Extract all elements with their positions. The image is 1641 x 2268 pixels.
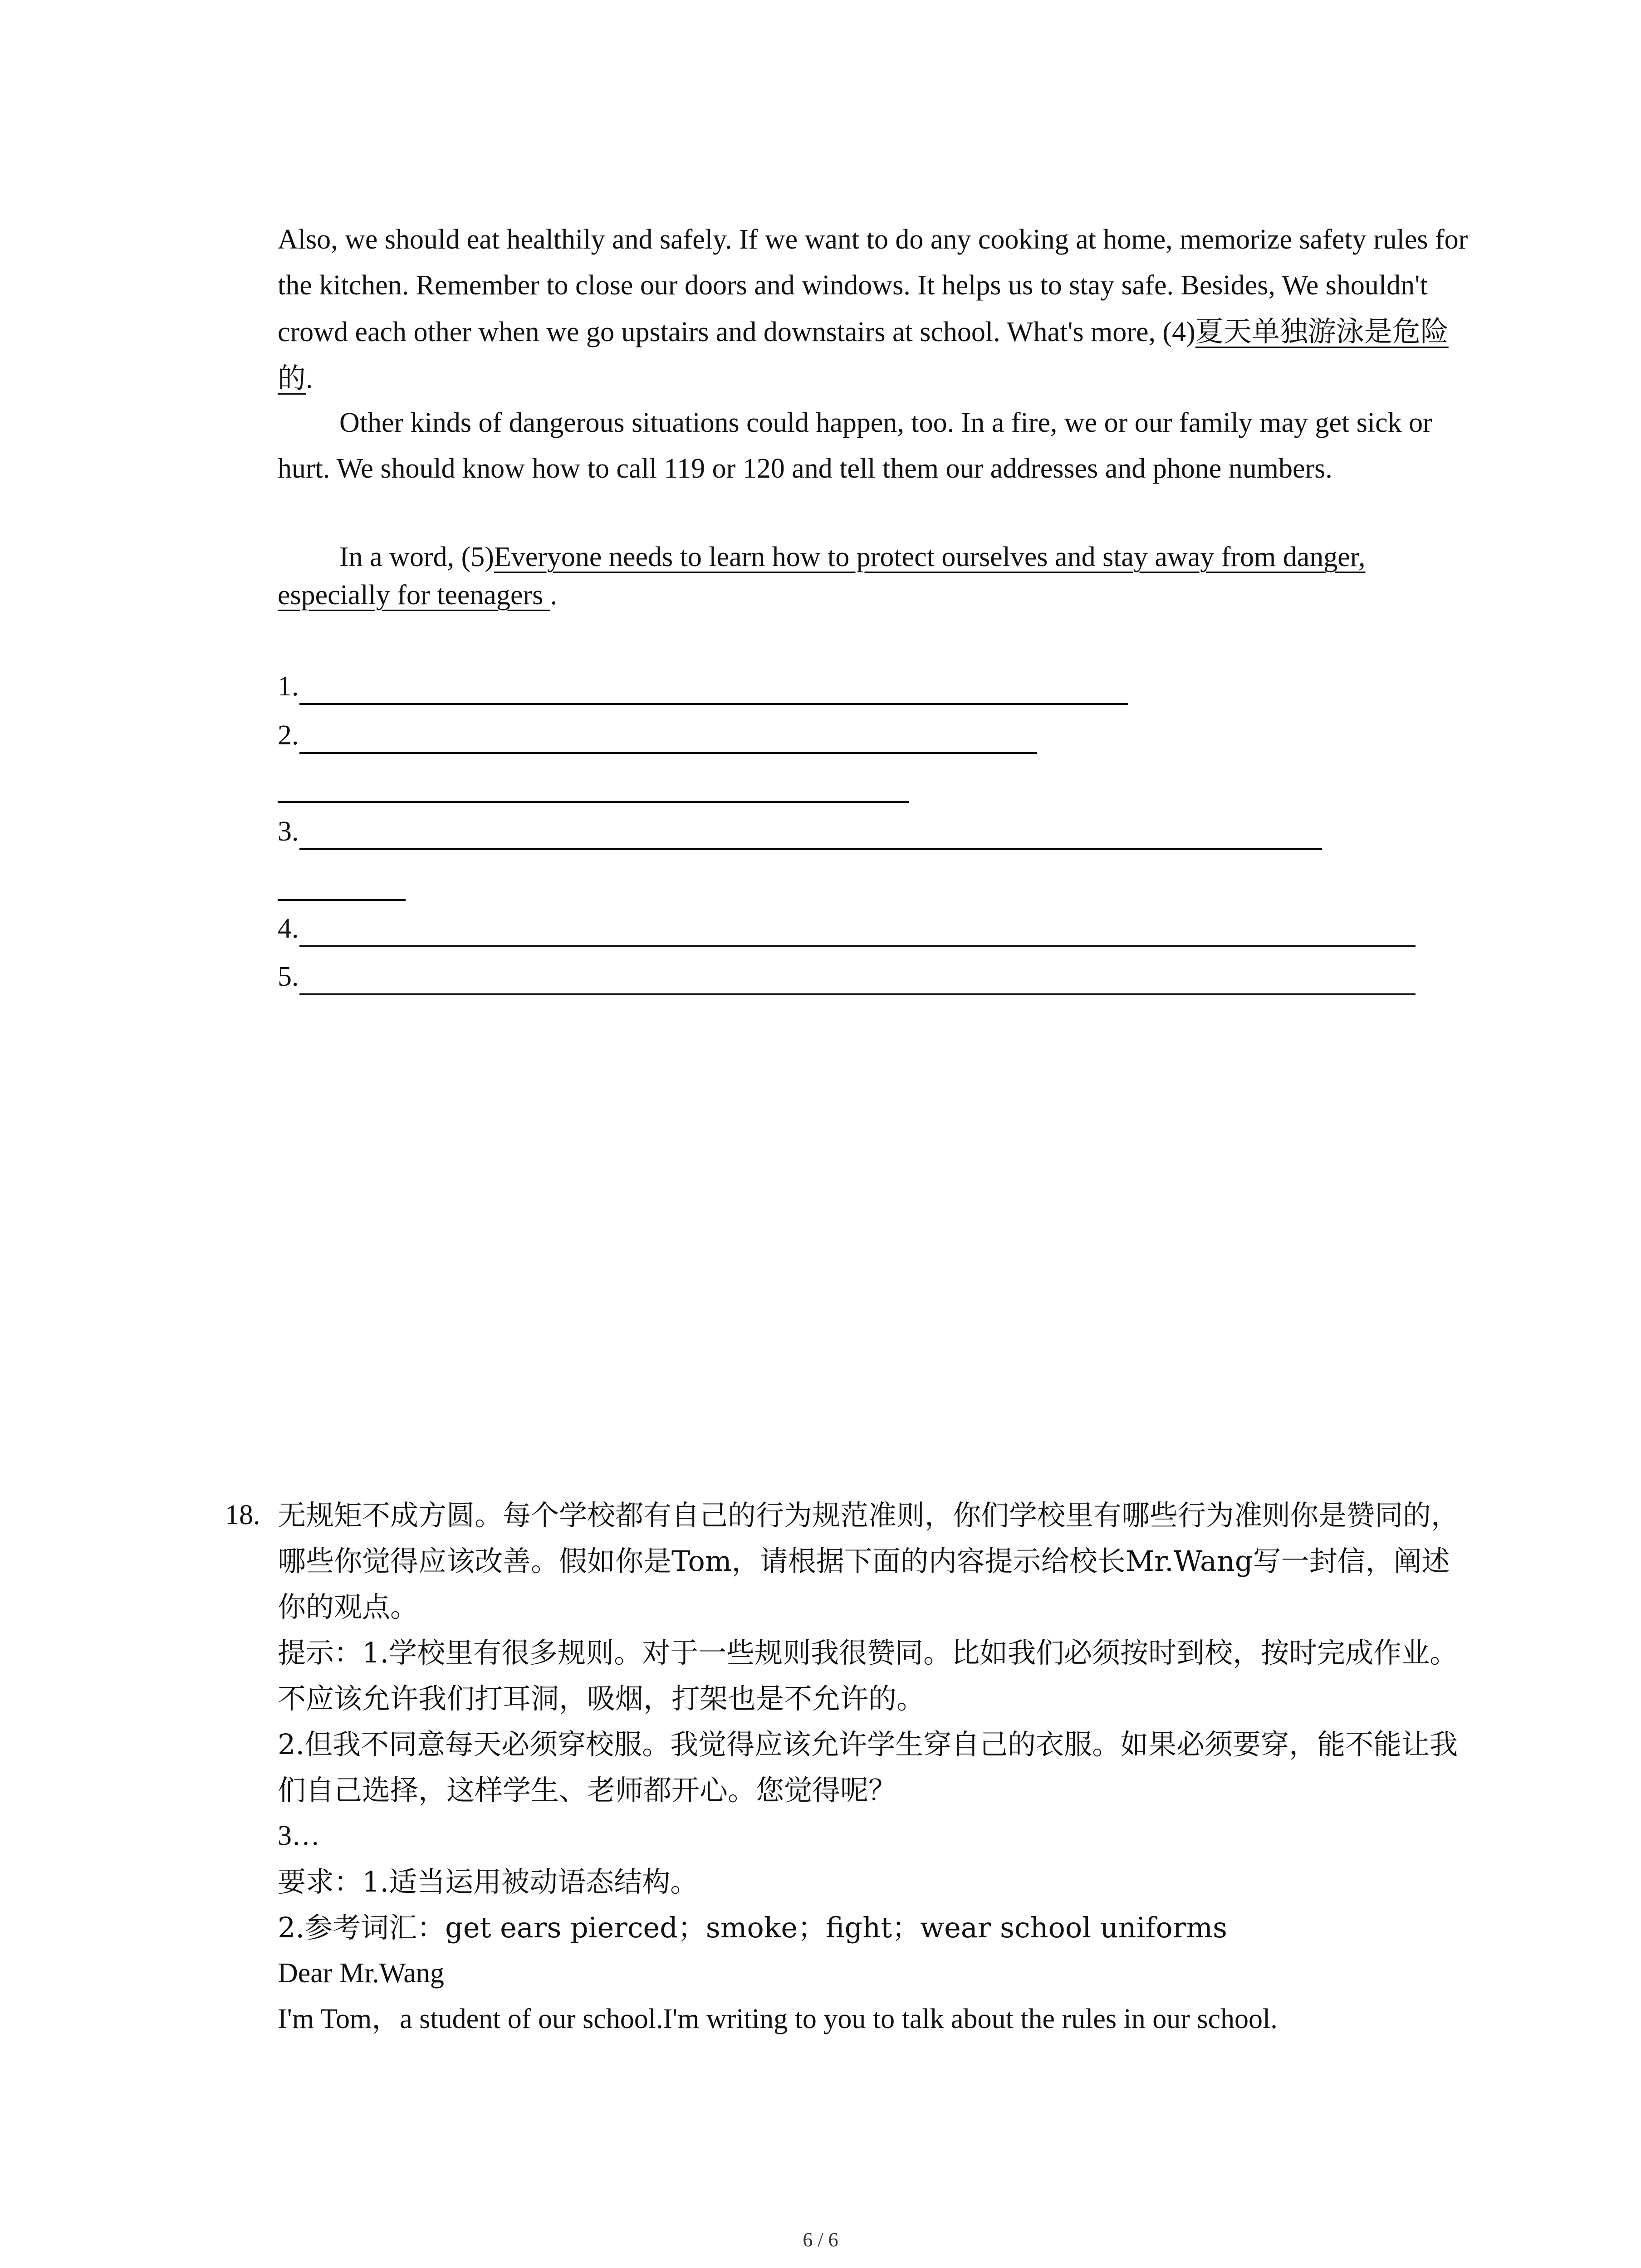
answer-line-2[interactable]	[278, 719, 299, 751]
passage-paragraph-2	[278, 400, 1475, 492]
answer-number: 4.	[278, 913, 299, 944]
question-requirement-1: 要求：1.适当运用被动语态结构。	[278, 1865, 699, 1898]
answer-line-1[interactable]	[278, 670, 299, 702]
answer-underline	[299, 945, 1416, 947]
passage-blank-5-underlined: Everyone needs to learn how to protect ourselves and stay away from danger, especially for teenagers	[278, 542, 1366, 611]
answer-line-5[interactable]	[278, 961, 299, 992]
passage-p1-end: .	[306, 363, 313, 394]
question-requirement-2: 2.参考词汇：get ears pierced；smoke；fight；wear school uniforms	[278, 1911, 1227, 1944]
answer-underline-continued	[278, 899, 406, 901]
question-18	[225, 1492, 1477, 2042]
answer-underline-continued	[278, 801, 909, 803]
answer-number: 1.	[278, 671, 299, 702]
question-number: 18.	[225, 1500, 260, 1530]
answer-underline	[299, 848, 1322, 850]
answer-underline	[299, 703, 1128, 705]
question-hint-1: 提示：1.学校里有很多规则。对于一些规则我很赞同。比如我们必须按时到校，按时完成作业。不应该允许我们打耳洞，吸烟，打架也是不允许的。	[278, 1636, 1458, 1715]
passage-paragraph-3	[278, 538, 1475, 614]
passage-p3-end: .	[550, 580, 558, 611]
question-hint-2: 2.但我不同意每天必须穿校服。我觉得应该允许学生穿自己的衣服。如果必须要穿，能不能让我们自己选择，这样学生、老师都开心。您觉得呢？	[278, 1728, 1458, 1807]
question-prompt: 无规矩不成方圆。每个学校都有自己的行为规范准则，你们学校里有哪些行为准则你是赞同的，哪些你觉得应该改善。假如你是Tom，请根据下面的内容提示给校长Mr.Wang写一封信，阐述你的观点。	[278, 1499, 1460, 1623]
answer-number: 2.	[278, 720, 299, 751]
passage-blank-4-underlined: 夏天单独游泳是危险的	[278, 315, 1449, 395]
letter-salutation: Dear Mr.Wang	[278, 1958, 444, 1989]
answer-number: 3.	[278, 816, 299, 847]
answer-line-4[interactable]	[278, 913, 299, 944]
answer-underline	[299, 993, 1416, 995]
letter-opening: I'm Tom，a student of our school.I'm writing to you to talk about the rules in our school.	[278, 2004, 1278, 2034]
passage-p2-text: Other kinds of dangerous situations could happen, too. In a fire, we or our family may get sick or hurt. We should know how to call 119 or 120 and tell them our addresses and phone numbers.	[278, 407, 1432, 484]
passage-paragraph-1	[278, 217, 1475, 402]
answer-number: 5.	[278, 961, 299, 992]
page-number: 6 / 6	[803, 2229, 838, 2251]
answer-line-3[interactable]	[278, 816, 299, 847]
answer-underline	[299, 752, 1037, 754]
passage-p3-prefix: In a word, (5)	[339, 542, 494, 572]
question-hint-3: 3…	[278, 1820, 320, 1851]
passage-p1-text: Also, we should eat healthily and safely. If we want to do any cooking at home, memorize safety rules for the kitchen. Remember to close our doors and windows. It helps us to stay safe. Besides, We shouldn't crowd each other when we go upstairs and downstairs at school. What's more, (4)	[278, 224, 1468, 347]
